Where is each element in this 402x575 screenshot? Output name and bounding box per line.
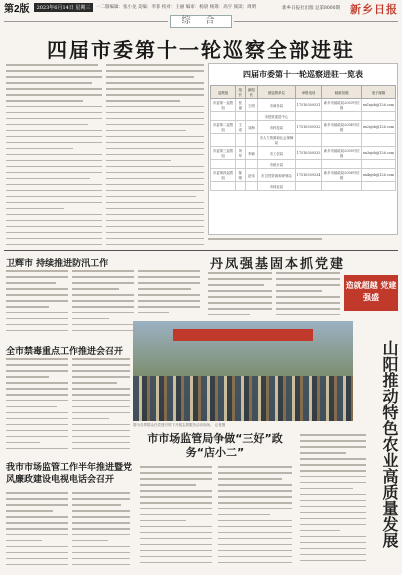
table-cell: 17516309331 [295,99,322,112]
table-cell: 李颖 [245,147,258,160]
table-cell: 赵伟 [245,169,258,182]
table-cell [236,134,246,147]
table-cell: xx2xjsb@126.com [362,121,396,134]
table-cell [211,160,236,169]
article-5-col1 [140,466,212,570]
table-cell: xx3xjsb@126.com [362,147,396,160]
table-cell: 市科技局 [258,121,296,134]
issue-info: 新乡日报社出版 总第8000期 [282,6,340,11]
table-cell [322,182,362,191]
table-cell: 17516309334 [295,169,322,182]
table-cell [322,112,362,121]
table-cell: 王成 [236,121,246,134]
table-cell: 新乡市邮政局2056号信箱 [322,169,362,182]
photo-caption: 图为各界群众在党建引领下开展志愿服务活动现场。 记者摄 [133,423,226,427]
article-1-col1 [6,270,68,340]
table-cell: 刘海 [245,121,258,134]
article-3-col1 [6,358,68,458]
table-cell [322,134,362,147]
table-cell: 市委第二巡察组 [211,121,236,134]
table-cell: 新乡市邮政局2054号信箱 [322,121,362,134]
band-divider-left [4,21,168,22]
article-headline-6: 山阳推动特色农业高质量发展 [380,340,399,548]
table-header: 组长 [236,86,246,99]
table-cell: xx1xjsb@126.com [362,99,396,112]
photo-crowd [133,376,353,421]
page-number: 第2版 [4,3,30,15]
article-2-col1 [208,272,272,320]
article-2-col2 [276,272,340,320]
article-1-col3 [138,270,200,318]
table-row [211,121,396,134]
table-row [211,169,396,182]
section-divider [4,250,398,251]
table-cell [362,134,396,147]
photo-banner [173,329,313,341]
masthead-logo: 新乡日报 [350,3,398,16]
table-cell [211,112,236,121]
band-divider-right [234,21,398,22]
article-headline-4: 我市市场监管工作半年推进暨党风廉政建设电视电话会召开 [6,463,133,485]
table-cell: 市林业局 [258,182,296,191]
table-cell [295,160,322,169]
table-cell [245,182,258,191]
article-3-col2 [72,358,130,458]
inspection-table-box [208,63,398,235]
section-label: 综 合 [170,15,232,28]
article-4-col2 [72,492,130,572]
table-header: 邮政信箱 [322,86,362,99]
table-cell [211,182,236,191]
table-cell: 市委第一巡察组 [211,99,236,112]
table-cell: 王明 [245,99,258,112]
table-cell [236,160,246,169]
table-row [211,112,396,121]
table-title: 四届市委第十一轮巡察进驻一览表 [243,70,363,79]
main-headline: 四届市委第十一轮巡察全部进驻 [47,38,355,62]
table-cell [245,160,258,169]
article-headline-5: 市市场监管局争做“三好”政务“店小二” [147,432,283,459]
table-cell: 市委第四巡察组 [211,169,236,182]
table-header: 电子邮箱 [362,86,396,99]
article-headline-3: 全市禁毒重点工作推进会召开 [6,347,124,357]
table-cell: 张丽 [236,99,246,112]
news-photo [133,321,353,421]
table-cell: 市委第三巡察组 [211,147,236,160]
table-cell [236,182,246,191]
table-cell: 市投资促进中心 [258,112,296,121]
table-cell [295,134,322,147]
table-header: 被巡察单位 [258,86,296,99]
table-cell: 陈刚 [236,169,246,182]
table-cell: 新乡市邮政局2053号信箱 [322,99,362,112]
table-cell: 17516309333 [295,147,322,160]
promo-red-box: 造就超越 党建强盛 [344,275,398,311]
table-cell [295,112,322,121]
table-cell [362,112,396,121]
editor-credits: 一二版编辑：张小龙 美编：李菲 校对：王丽 编审：杨晨 统筹：高宇 阅读：周明 [96,5,257,10]
top-bar [0,0,402,14]
table-cell: 刘军 [236,147,246,160]
table-cell [236,112,246,121]
table-cell: xx4xjsb@126.com [362,169,396,182]
table-row [211,182,396,191]
article-body-col2 [106,64,204,250]
table-cell: 市自然资源和规划局 [258,169,296,182]
table-cell [322,160,362,169]
article-1-col2 [72,270,134,340]
table-header: 巡察组 [211,86,236,99]
table-row [211,160,396,169]
table-cell: 市工信局 [258,147,296,160]
table-cell: 市人力资源和社会保障局 [258,134,296,147]
inspection-table [210,85,396,191]
table-cell: 市统计局 [258,160,296,169]
article-headline-2: 丹凤强基固本抓党建 [210,257,346,272]
table-row [211,134,396,147]
table-cell [245,112,258,121]
table-cell [362,160,396,169]
article-6-body [300,434,366,570]
table-cell: 新乡市邮政局2055号信箱 [322,147,362,160]
table-header: 举报电话 [295,86,322,99]
article-5-col2 [218,466,292,570]
date-tag: 2023年6月14日 星期三 [34,3,94,12]
table-row [211,99,396,112]
article-headline-1: 卫辉市 持续推进防汛工作 [6,259,109,269]
table-cell [295,182,322,191]
table-row [211,147,396,160]
table-cell [362,182,396,191]
table-cell [211,134,236,147]
table-cell: 市商务局 [258,99,296,112]
table-cell [245,134,258,147]
article-tail [208,238,398,244]
table-cell: 17516309332 [295,121,322,134]
table-header: 副组长 [245,86,258,99]
article-4-col1 [6,492,68,572]
article-body-col1 [6,64,102,250]
